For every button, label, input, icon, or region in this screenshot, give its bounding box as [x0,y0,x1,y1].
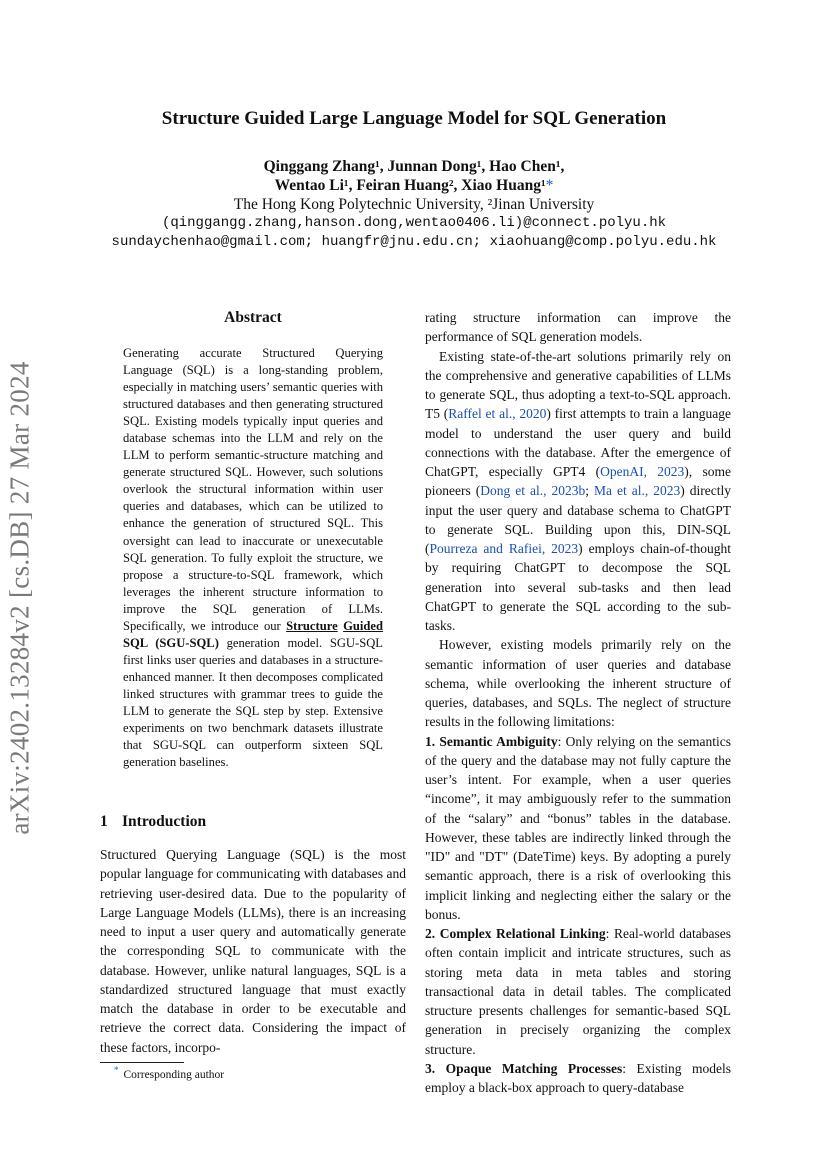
email-line-1: (qinggangg.zhang,hanson.dong,wentao0406.li)@connect.polyu.hk [161,215,667,231]
paper-title: Structure Guided Large Language Model for SQL Generation [161,108,667,129]
footnote-mark: * [114,1065,119,1075]
limitation-2 [425,924,731,1059]
abstract-body [123,345,383,771]
model-name-guided: Guided [343,618,383,633]
intro-paragraph-1: Structured Querying Language (SQL) is the most popular language for communicating with databases and retrieving user-desired data. Due to the popularity of Large Language Models (LLMs), there is an increasing need to input a user query and automatically generate the corresponding SQL to communicate with the database. However, unlike natural languages, SQL is a standardized structured language that must exactly match the database in order to be executable and retrieve the correct data. Considering the impact of these factors, incorpo- [100,847,406,1055]
citation-openai[interactable]: OpenAI, 2023 [600,464,685,479]
author-line-2 [100,176,728,195]
limitation-3 [425,1059,731,1098]
limitation-1-label: 1. Semantic Ambiguity [425,733,558,749]
right-column-text [425,308,731,1097]
footnote-divider [100,1062,184,1063]
p2-text-a: Existing state-of-the-art solutions primarily rely on the comprehensive and generative capabilities of LLMs to generate SQL, thus adopting a text-to-SQL approach. T5 ( [425,348,731,422]
section-title: Introduction [122,813,207,830]
limitation-1-text: : Only relying on the semantics of the query and the database may not fully capture the user’s intent. For example, when a user queries “income”, it may ambiguously refer to the summation of the “salary” and “bonus” tables in the database. However, these tables are indirectly linked through the "ID" and "DT" (DateTime) keys. By adopting a purely semantic approach, there is a risk of overlooking this implicit linking and neglecting either the salary or the bonus. [425,733,731,922]
author-line-1: Qinggang Zhang¹, Junnan Dong¹, Hao Chen¹, [263,158,565,175]
model-name-rest: SQL (SGU-SQL) [123,635,219,650]
arxiv-identifier: arXiv:2402.13284v2 [cs.DB] 27 Mar 2024 [4,361,35,835]
intro-paragraph-2 [425,347,731,636]
footnote-text: Corresponding author [123,1068,225,1081]
p2-text-e: ) directly input the user query and database schema to ChatGPT to generate SQL. Building upon this, DIN-SQL ( [425,483,731,556]
p2-text-c: ), some pioneers ( [425,464,731,499]
citation-pourreza[interactable]: Pourreza and Rafiei, 2023 [429,541,579,556]
limitation-2-label: 2. Complex Relational Linking [425,926,606,941]
citation-dong[interactable]: Dong et al., 2023b [480,483,586,499]
intro-paragraph-1-cont: rating structure information can improve the performance of SQL generation models. [425,310,731,345]
limitation-1 [425,732,731,925]
model-name-structure: Structure [286,618,338,633]
p2-text-d: ; [585,483,594,499]
p2-text-f: ) employs chain-of-thought by requiring ChatGPT to decompose the SQL generation into several sub-tasks and then lead ChatGPT to generate the SQL according to the sub-tasks. [425,541,732,633]
limitation-3-label: 3. Opaque Matching Processes [425,1060,623,1076]
footnote [114,1065,224,1081]
author-block [100,157,728,252]
left-column-text [100,845,406,1057]
section-number: 1 [100,813,108,830]
abstract-heading: Abstract [224,309,282,326]
section-heading-introduction [100,813,206,831]
limitation-2-text: : Real-world databases often contain implicit and intricate structures, such as storing meta data in meta tables and storing transactional data in detail tables. The complicated structure presents challenges for semantic-based SQL generation in precisely organizing the complex structure. [425,926,731,1057]
affiliation: The Hong Kong Polytechnic University, ²Jinan University [233,196,595,213]
citation-ma[interactable]: Ma et al., 2023 [594,483,681,499]
p2-text-b: ) first attempts to train a language model to understand the user query and build connections with the database. After the emergence of ChatGPT, especially GPT4 ( [425,406,731,479]
citation-raffel[interactable]: Raffel et al., 2020 [448,406,547,422]
limitation-3-text: : Existing models employ a black-box approach to query-database [425,1060,731,1095]
abstract-text-1: Generating accurate Structured Querying Language (SQL) is a long-standing problem, especially in matching users’ semantic queries with structured databases and then generating structured SQL. Existing models typically input queries and database schemas into the LLM and rely on the LLM to perform semantic-structure matching and generate structured SQL. However, such solutions overlook the structural information within user queries and databases, which can be utilized to enhance the generation of structured SQL. This oversight can lead to inaccurate or unexecutable SQL generation. To fully exploit the structure, we propose a structure-to-SQL framework, which leverages the inherent structure information to improve the SQL generation of LLMs. Specifically, we introduce our [123,346,383,633]
corresponding-mark[interactable]: * [545,177,554,194]
email-line-2: sundaychenhao@gmail.com; huangfr@jnu.edu.cn; xiaohuang@comp.polyu.edu.hk [111,234,717,250]
author-line-2-names: Wentao Li¹, Feiran Huang², Xiao Huang¹ [274,177,546,194]
intro-paragraph-3: However, existing models primarily rely on the semantic information of user queries and database schema, while overlooking the inherent structure of queries, databases, and SQLs. The neglect of structure results in the following limitations: [425,637,731,730]
abstract-text-2: generation model. SGU-SQL first links user queries and databases in a structure-enhanced manner. It then decomposes complicated linked structures with grammar trees to guide the LLM to generate the SQL step by step. Extensive experiments on two benchmark datasets illustrate that SGU-SQL can outperform sixteen SQL generation baselines. [123,635,383,770]
